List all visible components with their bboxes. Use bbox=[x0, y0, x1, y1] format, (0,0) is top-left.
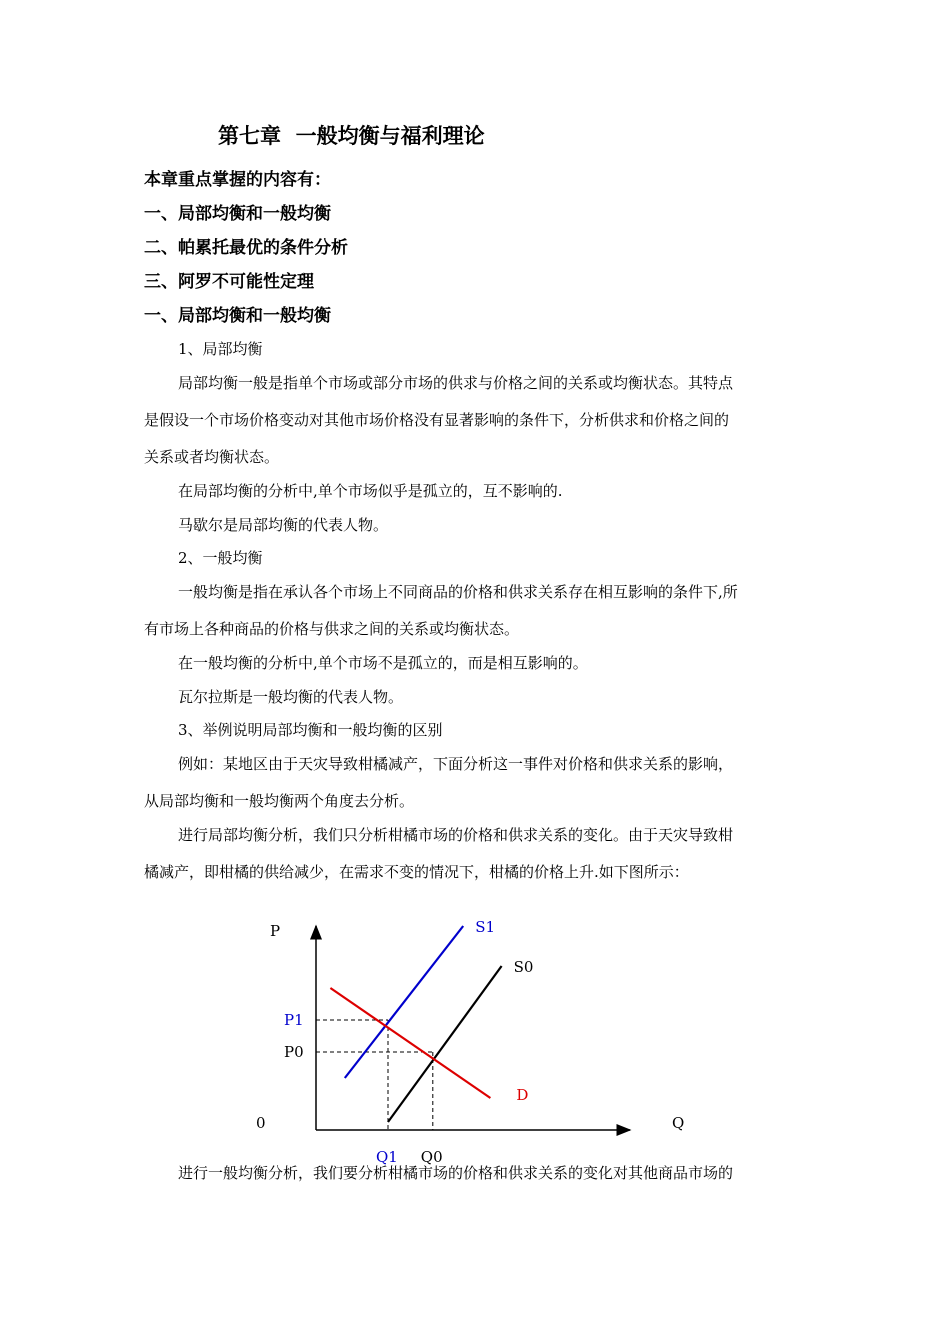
y-axis-label: P bbox=[270, 922, 281, 940]
outline-item-3: 三、阿罗不可能性定理 bbox=[144, 272, 314, 292]
paragraph-line: 从局部均衡和一般均衡两个角度去分析。 bbox=[144, 792, 415, 810]
origin-label: 0 bbox=[256, 1114, 266, 1132]
chapter-title: 第七章 一般均衡与福利理论 bbox=[218, 124, 485, 148]
subheading-partial-equilibrium: 1、局部均衡 bbox=[178, 340, 263, 358]
curve-d bbox=[330, 988, 490, 1098]
paragraph-line: 在局部均衡的分析中,单个市场似乎是孤立的，互不影响的. bbox=[178, 482, 563, 500]
curve-label-s0: S0 bbox=[513, 958, 534, 976]
paragraph-line: 橘减产，即柑橘的供给减少，在需求不变的情况下，柑橘的价格上升.如下图所示： bbox=[144, 863, 689, 881]
curve-label-s1: S1 bbox=[475, 918, 496, 936]
paragraph-line: 是假设一个市场价格变动对其他市场价格没有显著影响的条件下，分析供求和价格之间的 bbox=[144, 411, 730, 429]
paragraph-line: 在一般均衡的分析中,单个市场不是孤立的，而是相互影响的。 bbox=[178, 654, 588, 672]
subheading-example: 3、举例说明局部均衡和一般均衡的区别 bbox=[178, 721, 443, 739]
key-points-heading: 本章重点掌握的内容有： bbox=[144, 170, 331, 190]
outline-item-1: 一、局部均衡和一般均衡 bbox=[144, 204, 331, 224]
price-label-p0: P0 bbox=[284, 1043, 304, 1061]
curve-s1 bbox=[345, 926, 463, 1078]
x-axis-label: Q bbox=[672, 1114, 685, 1132]
paragraph-line: 关系或者均衡状态。 bbox=[144, 448, 280, 466]
supply-demand-chart bbox=[240, 910, 700, 1170]
paragraph-line: 一般均衡是指在承认各个市场上不同商品的价格和供求关系存在相互影响的条件下,所 bbox=[178, 583, 738, 601]
outline-item-2: 二、帕累托最优的条件分析 bbox=[144, 238, 348, 258]
curve-s0 bbox=[388, 966, 502, 1122]
paragraph-line: 进行局部均衡分析，我们只分析柑橘市场的价格和供求关系的变化。由于天灾导致柑 bbox=[178, 826, 734, 844]
quantity-label-q1: Q1 bbox=[376, 1148, 398, 1166]
quantity-label-q0: Q0 bbox=[420, 1148, 443, 1166]
paragraph-line: 局部均衡一般是指单个市场或部分市场的供求与价格之间的关系或均衡状态。其特点 bbox=[178, 374, 734, 392]
price-label-p1: P1 bbox=[284, 1011, 304, 1029]
subheading-general-equilibrium: 2、一般均衡 bbox=[178, 549, 263, 567]
section-heading-1: 一、局部均衡和一般均衡 bbox=[144, 306, 331, 326]
curve-label-d: D bbox=[516, 1086, 529, 1104]
paragraph-line: 进行一般均衡分析，我们要分析柑橘市场的价格和供求关系的变化对其他商品市场的 bbox=[178, 1164, 734, 1182]
paragraph-line: 有市场上各种商品的价格与供求之间的关系或均衡状态。 bbox=[144, 620, 520, 638]
paragraph-line: 瓦尔拉斯是一般均衡的代表人物。 bbox=[178, 688, 404, 706]
paragraph-line: 马歇尔是局部均衡的代表人物。 bbox=[178, 516, 389, 534]
paragraph-line: 例如：某地区由于天灾导致柑橘减产，下面分析这一事件对价格和供求关系的影响， bbox=[178, 755, 734, 773]
